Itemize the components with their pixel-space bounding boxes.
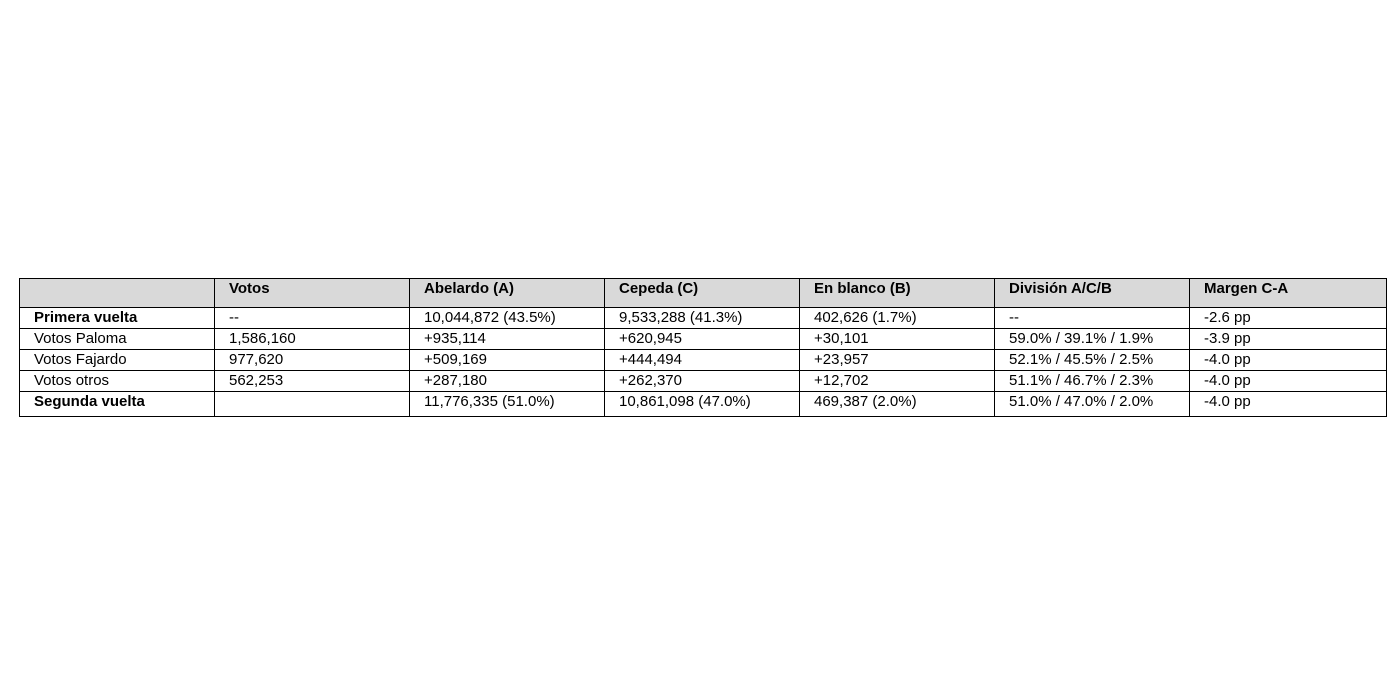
header-cell-margen: Margen C-A [1190,279,1387,308]
row-label: Votos Paloma [20,329,215,350]
cell-cepeda: 9,533,288 (41.3%) [605,308,800,329]
cell-margen: -4.0 pp [1190,392,1387,417]
table-row-primera-vuelta [20,308,1387,329]
cell-en-blanco: +30,101 [800,329,995,350]
cell-division: 52.1% / 45.5% / 2.5% [995,350,1190,371]
cell-votos: 1,586,160 [215,329,410,350]
header-cell-abelardo: Abelardo (A) [410,279,605,308]
cell-cepeda: +620,945 [605,329,800,350]
row-label: Primera vuelta [20,308,215,329]
results-table [19,278,1387,417]
table-body [20,308,1387,417]
cell-division: 51.0% / 47.0% / 2.0% [995,392,1190,417]
cell-votos [215,392,410,417]
table-row-votos-paloma [20,329,1387,350]
table-row-votos-otros [20,371,1387,392]
table-header [20,279,1387,308]
cell-margen: -4.0 pp [1190,371,1387,392]
cell-votos: 977,620 [215,350,410,371]
results-table-container [19,278,1386,417]
cell-votos: -- [215,308,410,329]
header-cell-votos: Votos [215,279,410,308]
cell-en-blanco: +23,957 [800,350,995,371]
row-label: Votos Fajardo [20,350,215,371]
cell-abelardo: +287,180 [410,371,605,392]
header-cell-division: División A/C/B [995,279,1190,308]
cell-en-blanco: +12,702 [800,371,995,392]
cell-en-blanco: 402,626 (1.7%) [800,308,995,329]
cell-abelardo: +509,169 [410,350,605,371]
table-row-votos-fajardo [20,350,1387,371]
table-row-segunda-vuelta [20,392,1387,417]
row-label: Votos otros [20,371,215,392]
header-cell-en-blanco: En blanco (B) [800,279,995,308]
cell-division: 51.1% / 46.7% / 2.3% [995,371,1190,392]
cell-cepeda: +444,494 [605,350,800,371]
cell-abelardo: 11,776,335 (51.0%) [410,392,605,417]
header-cell-cepeda: Cepeda (C) [605,279,800,308]
cell-division: -- [995,308,1190,329]
cell-margen: -2.6 pp [1190,308,1387,329]
cell-abelardo: +935,114 [410,329,605,350]
cell-abelardo: 10,044,872 (43.5%) [410,308,605,329]
cell-margen: -4.0 pp [1190,350,1387,371]
row-label: Segunda vuelta [20,392,215,417]
cell-en-blanco: 469,387 (2.0%) [800,392,995,417]
cell-votos: 562,253 [215,371,410,392]
cell-cepeda: +262,370 [605,371,800,392]
header-cell-label [20,279,215,308]
header-row [20,279,1387,308]
cell-cepeda: 10,861,098 (47.0%) [605,392,800,417]
cell-margen: -3.9 pp [1190,329,1387,350]
cell-division: 59.0% / 39.1% / 1.9% [995,329,1190,350]
